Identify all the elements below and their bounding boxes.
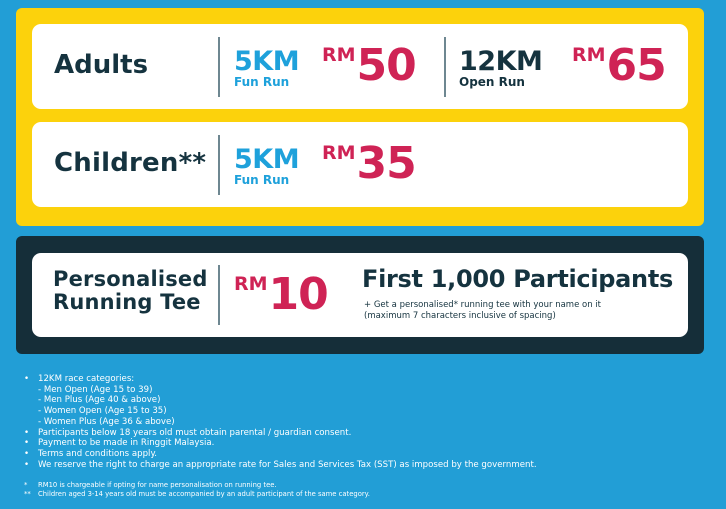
footnote-text: RM10 is chargeable if opting for name personalisation on running tee. [38, 481, 277, 489]
distance-label: 5KM [234, 144, 300, 175]
price-amount: 65 [606, 40, 666, 91]
category-item: - Men Open (Age 15 to 39) [38, 384, 153, 395]
note-text: Participants below 18 years old must obtain parental / guardian consent. [38, 427, 352, 438]
currency-label: RM [322, 142, 356, 164]
bullet: • [24, 448, 30, 459]
adults-fun-run-distance [234, 48, 299, 88]
offer-title: First 1,000 Participants [362, 265, 673, 293]
list-item [24, 449, 537, 460]
note-text: Terms and conditions apply. [38, 448, 158, 459]
personalised-tee-panel [16, 236, 704, 354]
distance-label: 12KM [459, 46, 543, 77]
offer-note-line: (maximum 7 characters inclusive of spacing) [364, 311, 556, 322]
list-item [24, 374, 537, 385]
list-item [24, 438, 537, 449]
price-amount: 10 [268, 269, 328, 320]
offer-note-line: + Get a personalised* running tee with your name on it [364, 300, 601, 310]
adults-open-run-price [572, 40, 666, 91]
tee-price [234, 269, 328, 320]
price-amount: 35 [356, 138, 416, 189]
divider [444, 37, 446, 97]
bullet: • [24, 438, 30, 449]
tee-label-line: Personalised [53, 267, 208, 291]
divider [218, 37, 220, 97]
tee-label-line: Running Tee [53, 290, 201, 315]
category-item: - Men Plus (Age 40 & above) [38, 395, 161, 406]
race-name: Fun Run [234, 173, 290, 187]
terms-notes [24, 374, 537, 470]
children-label: Children** [54, 148, 207, 178]
bullet: • [24, 374, 30, 384]
offer-note [364, 300, 601, 322]
children-fun-run-price [322, 138, 416, 189]
children-fee-card [32, 122, 688, 207]
bullet: • [24, 459, 30, 470]
category-item: - Women Plus (Age 36 & above) [38, 416, 175, 427]
adults-label: Adults [54, 50, 149, 80]
race-name: Fun Run [234, 75, 290, 89]
divider [218, 135, 220, 195]
footnote-text: Children aged 3-14 years old must be accompanied by an adult participant of the same category. [38, 490, 370, 498]
footnote [24, 481, 370, 490]
adults-fun-run-price [322, 40, 416, 91]
adults-open-run-distance [459, 48, 542, 88]
category-item: - Women Open (Age 15 to 35) [38, 406, 167, 417]
footnote-mark: * [24, 481, 28, 489]
race-fee-panel [16, 8, 704, 226]
bullet: • [24, 427, 30, 438]
footnote-mark: ** [24, 490, 31, 498]
footnotes [24, 481, 370, 499]
list-item [24, 428, 537, 439]
distance-label: 5KM [234, 46, 300, 77]
categories-title: 12KM race categories: [38, 374, 135, 384]
currency-label: RM [572, 44, 606, 66]
currency-label: RM [322, 44, 356, 66]
race-name: Open Run [459, 75, 525, 89]
children-fun-run-distance [234, 146, 299, 186]
personalised-tee-card [32, 253, 688, 337]
divider [218, 265, 220, 325]
footnote [24, 490, 370, 499]
price-amount: 50 [356, 40, 416, 91]
adults-fee-card [32, 24, 688, 109]
note-text: We reserve the right to charge an appropriate rate for Sales and Services Tax (SST) as imposed by the government. [38, 459, 537, 470]
currency-label: RM [234, 273, 268, 295]
tee-label [53, 268, 208, 314]
list-item [24, 460, 537, 471]
note-text: Payment to be made in Ringgit Malaysia. [38, 438, 215, 449]
